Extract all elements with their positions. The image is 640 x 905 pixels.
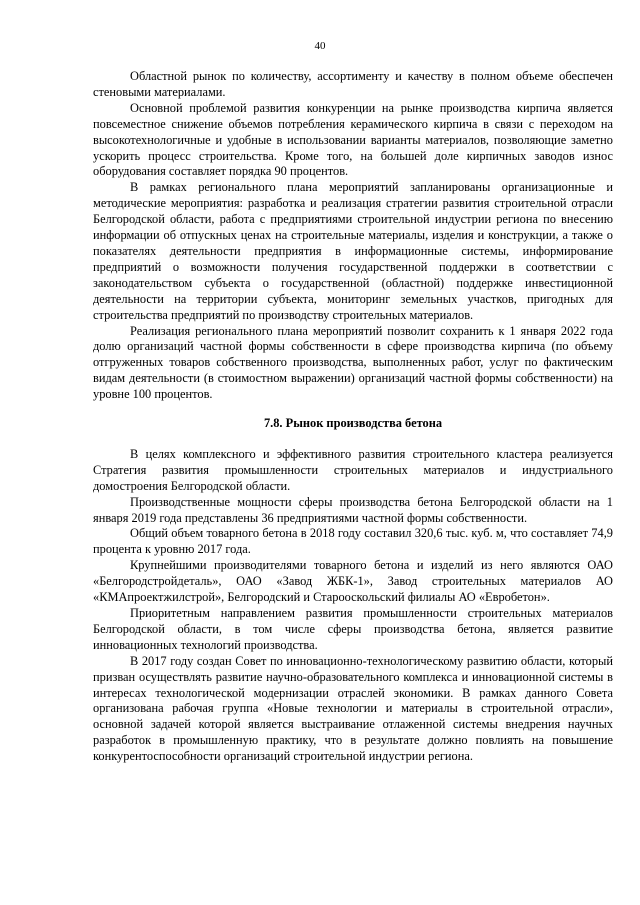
paragraph: Производственные мощности сферы производства бетона Белгородской области на 1 января 2019 года представлены 36 предприятиями частной формы собственности. [93, 494, 613, 525]
paragraph: В 2017 году создан Совет по инновационно-технологическому развитию области, который призван осуществлять развитие научно-образовательного комплекса и инновационной системы в интересах технологической модернизации отраслей экономики. В рамках данного Совета организована рабочая группа «Новые технологии и материалы в строительной отрасли», основной задачей которой является выстраивание отлаженной системы внедрения научных разработок в промышленную практику, что в результате должно повлиять на повышение конкурентоспособности организаций строительной индустрии региона. [93, 653, 613, 764]
paragraph: Основной проблемой развития конкуренции на рынке производства кирпича является повсеместное снижение объемов потребления керамического кирпича в связи с переходом на высокотехнологичные и удобные в использовании варианты материалов, позволяющие заметно ускорить процесс строительства. Кроме того, на большей доле кирпичных заводов износ оборудования составляет порядка 90 процентов. [93, 100, 613, 179]
page-number: 40 [314, 40, 326, 52]
document-body [93, 69, 613, 765]
paragraph: В рамках регионального плана мероприятий запланированы организационные и методические мероприятия: разработка и реализация стратегии развития строительной отрасли Белгородской области, работа с предприятиями строительной индустрии региона по внесению информации об отпускных ценах на строительные материалы, изделия и конструкции, а также о показателях деятельности предприятия в информационные системы, информирование предприятий о возможности получения государственной поддержки в соответствии с законодательством субъекта о государственной (областной) поддержке инвестиционной деятельности на территории субъекта, мониторинг земельных участков, пригодных для строительства предприятий по производству строительных материалов. [93, 180, 613, 322]
paragraph: Приоритетным направлением развития промышленности строительных материалов Белгородской области, в том числе сферы производства бетона, является развитие инновационных технологий производства. [93, 606, 613, 652]
paragraph: Крупнейшими производителями товарного бетона и изделий из него являются ОАО «Белгородстройдеталь», ОАО «Завод ЖБК-1», Завод строительных материалов АО «КМАпроектжилстрой», Белгородский и Старооскольский филиалы АО «Евробетон». [93, 558, 613, 605]
paragraph: В целях комплексного и эффективного развития строительного кластера реализуется Стратегия развития промышленности строительных материалов и индустриального домостроения Белгородской области. [93, 446, 613, 493]
paragraph: Общий объем товарного бетона в 2018 году составил 320,6 тыс. куб. м, что составляет 74,9 процента к уровню 2017 года. [93, 526, 613, 557]
section-heading: 7.8. Рынок производства бетона [263, 416, 443, 431]
paragraph: Реализация регионального плана мероприятий позволит сохранить к 1 января 2022 года долю организаций частной формы собственности в сфере производства кирпича (по объему отгруженных товаров собственного производства, выполненных работ, услуг по фактическим видам деятельности (в стоимостном выражении) организаций частной формы собственности) на уровне 100 процентов. [93, 323, 613, 402]
paragraph: Областной рынок по количеству, ассортименту и качеству в полном объеме обеспечен стеновыми материалами. [93, 69, 613, 99]
